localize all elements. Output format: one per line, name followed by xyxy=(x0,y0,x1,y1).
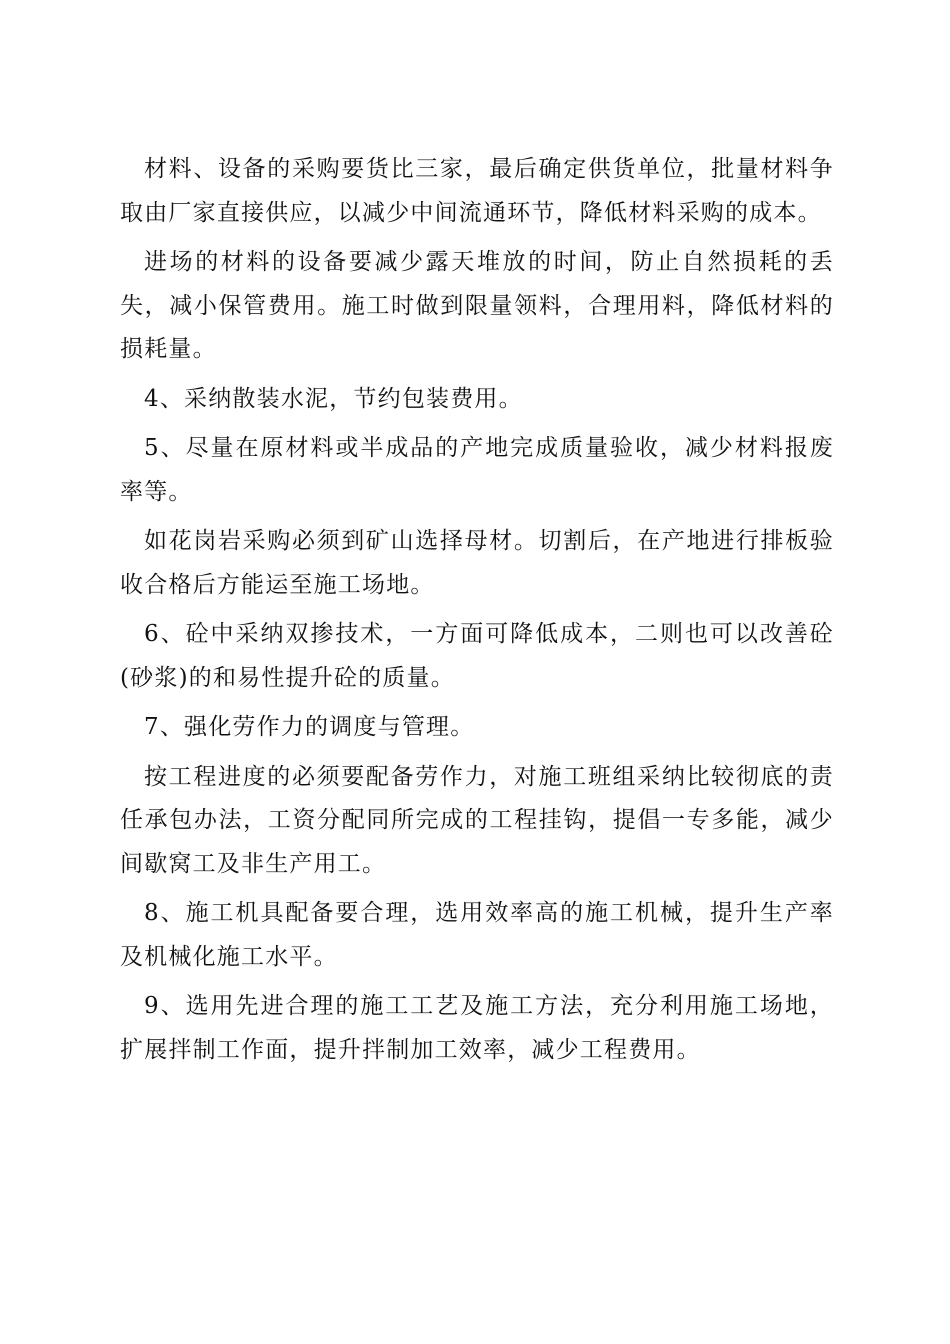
paragraph-labor-allocation: 按工程进度的必须要配备劳作力，对施工班组采纳比较彻底的责任承包办法，工资分配同所完成的工程挂钩，提倡一专多能，减少间歇窝工及非生产用工。 xyxy=(120,763,834,877)
paragraph-item-6: 6、砼中采纳双掺技术，一方面可降低成本，二则也可以改善砼(砂浆)的和易性提升砼的质量。 xyxy=(120,621,834,691)
paragraph-material-storage: 进场的材料的设备要减少露天堆放的时间，防止自然损耗的丢失，减小保管费用。施工时做到限量领料，合理用料，降低材料的损耗量。 xyxy=(120,249,834,362)
paragraph-item-5: 5、尽量在原材料或半成品的产地完成质量验收，减少材料报废率等。 xyxy=(120,435,834,505)
paragraph-item-7: 7、强化劳作力的调度与管理。 xyxy=(144,714,475,740)
paragraph-item-4: 4、采纳散装水泥，节约包装费用。 xyxy=(144,385,523,412)
paragraph-item-9: 9、选用先进合理的施工工艺及施工方法，充分利用施工场地，扩展拌制工作面，提升拌制加工效率，减少工程费用。 xyxy=(120,993,834,1063)
paragraph-material-procurement: 材料、设备的采购要货比三家，最后确定供货单位，批量材料争取由厂家直接供应，以减少中间流通环节，降低材料采购的成本。 xyxy=(120,156,834,226)
document-body xyxy=(120,148,834,1078)
paragraph-granite-example: 如花岗岩采购必须到矿山选择母材。切割后，在产地进行排板验收合格后方能运至施工场地。 xyxy=(120,528,834,598)
paragraph-item-8: 8、施工机具配备要合理，选用效率高的施工机械，提升生产率及机械化施工水平。 xyxy=(120,900,834,970)
